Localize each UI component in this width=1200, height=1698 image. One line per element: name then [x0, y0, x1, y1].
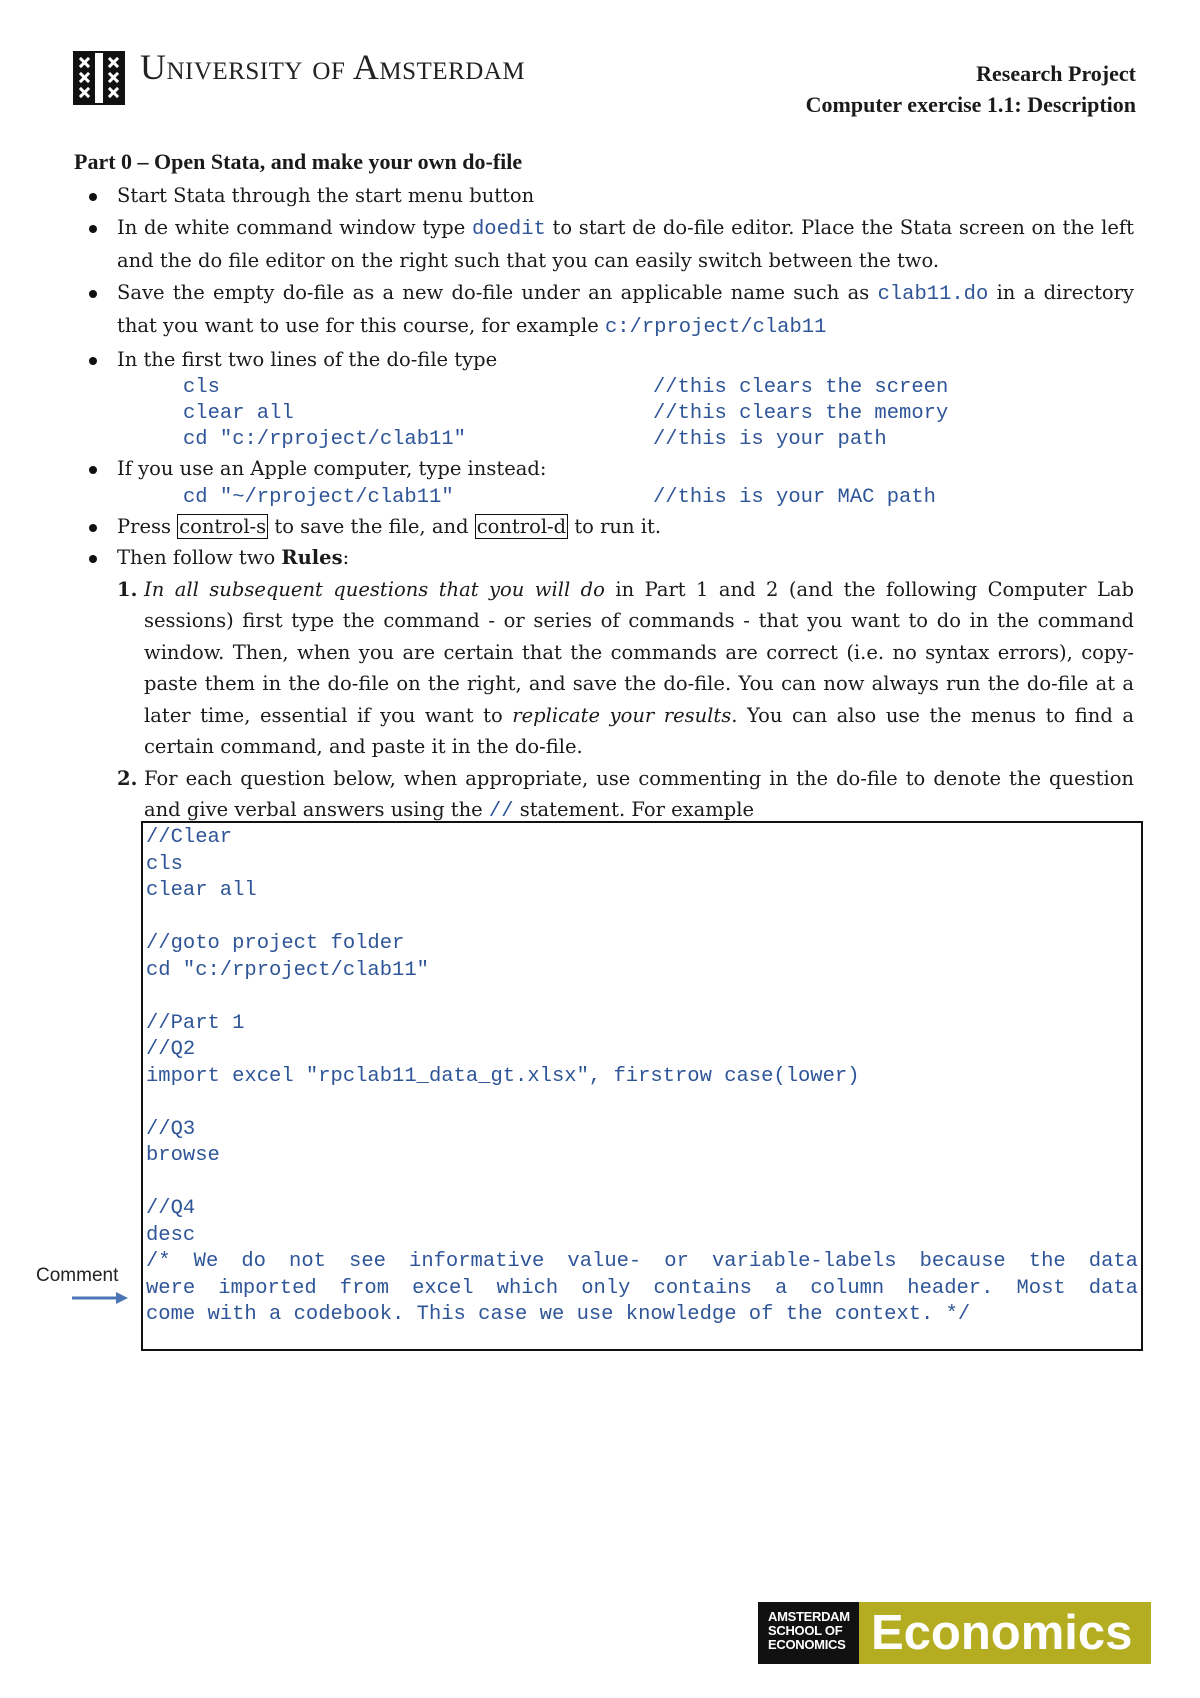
code-comment-line: /* We do not see informative value- or variable-labels because the data: [146, 1250, 1138, 1273]
document-title: [806, 58, 1136, 120]
part0-bullet-list: [74, 180, 1134, 828]
code-line: [146, 1090, 1138, 1117]
code-line: clear all: [146, 879, 257, 902]
bullet-rules: [74, 542, 1134, 828]
rules-list: [117, 574, 1134, 828]
bullet-text: :: [342, 546, 350, 569]
code-cmd: cls: [183, 376, 220, 399]
code-line: //Part 1: [146, 1011, 245, 1035]
aseo-economics-logo: [758, 1602, 1151, 1664]
bullet-text: In de white command window type: [117, 215, 472, 239]
bullet-start-stata: [74, 180, 1134, 212]
part0-heading: Part 0 – Open Stata, and make your own do-file: [74, 149, 523, 174]
code-line-apple: [117, 485, 1134, 511]
title-line-1: Research Project: [976, 61, 1136, 86]
inline-code-filename: clab11.do: [877, 282, 989, 306]
rule-number: 2.: [117, 766, 138, 790]
inline-code-path: c:/rproject/clab11: [604, 316, 827, 339]
code-line: desc: [146, 1223, 196, 1247]
uva-crest-icon: [73, 51, 125, 105]
rule-italic: replicate your results: [512, 703, 732, 727]
bullet-text: to run it.: [568, 514, 662, 538]
rules-label: Rules: [281, 546, 343, 569]
code-line: [146, 984, 1138, 1011]
bullet-text: In the first two lines of the do-file type: [117, 347, 498, 371]
bullet-text: If you use an Apple computer, type instead:: [117, 457, 547, 480]
code-line: browse: [146, 1144, 220, 1167]
comment-arrow-icon: [70, 1290, 130, 1310]
code-cmd: cd "c:/rproject/clab11": [183, 428, 466, 451]
code-line: cls: [146, 852, 183, 876]
code-comment-line: come with a codebook. This case we use knowledge of the context. */: [146, 1303, 971, 1326]
rule-text: statement. For example: [513, 798, 755, 821]
rule-text: . You can also use the menus to find a certain command, and paste it in the do-file.: [144, 703, 1134, 758]
code-line: [117, 401, 1134, 427]
aseo-line: AMSTERDAM: [768, 1609, 850, 1624]
inline-code-comment: //: [488, 800, 514, 823]
university-name: University of Amsterdam: [140, 47, 526, 87]
shortcut-run-key: control-d: [476, 514, 567, 538]
bullet-text: Save the empty do-file as a new do-file under an applicable name such as: [117, 280, 878, 304]
dofile-example-box: [141, 821, 1143, 1351]
code-cmd: clear all: [183, 402, 294, 425]
code-comment: //this clears the memory: [653, 402, 949, 425]
code-line: [117, 427, 1134, 453]
bullet-first-lines: [74, 344, 1134, 454]
code-line: [146, 1170, 1138, 1197]
rule-number: 1.: [117, 577, 138, 601]
code-cmd: cd "~/rproject/clab11": [183, 485, 454, 509]
bullet-text: Then follow two: [117, 546, 282, 569]
bullet-doedit: [74, 212, 1134, 277]
code-line: //Q4: [146, 1197, 196, 1220]
bullet-text: to start de do-file editor. Place the Stata screen on the left and the do file editor on the right such that you can easily switch between the two.: [117, 215, 1134, 272]
rule-1: [117, 574, 1134, 763]
code-line: import excel "rpclab11_data_gt.xlsx", firstrow case(lower): [146, 1064, 860, 1088]
code-line: //Clear: [146, 826, 233, 849]
code-comment: //this clears the screen: [653, 376, 949, 399]
bullet-text: Start Stata through the start menu button: [117, 184, 535, 207]
code-comment-line: were imported from excel which only contains a column header. Most data: [146, 1276, 1138, 1300]
code-line: cd "c:/rproject/clab11": [146, 958, 429, 982]
bullet-apple: [74, 453, 1134, 511]
code-comment: //this is your MAC path: [653, 485, 936, 509]
rule-text: in Part 1 and 2 (and the following Computer Lab sessions) first type the command - or series of commands - that you want to do in the command window. Then, when you are certain that the commands are correct (i.e. no syntax errors), copy-paste them in the do-file on the right, and save the do-file. You can now always run the do-file at a later time, essential if you want to: [144, 577, 1134, 727]
code-line: //goto project folder: [146, 932, 405, 955]
rule-text: For each question below, when appropriate, use commenting in the do-file to denote the question and give verbal answers using the: [144, 766, 1134, 821]
bullet-shortcuts: [74, 511, 1134, 543]
code-line: //Q3: [146, 1117, 196, 1141]
bullet-text: Press: [117, 514, 178, 538]
code-line: [117, 375, 1134, 401]
aseo-line: ECONOMICS: [768, 1637, 846, 1652]
rule-2: [117, 763, 1134, 828]
bullet-save-dofile: [74, 277, 1134, 344]
code-line: //Q2: [146, 1038, 196, 1061]
code-line: [146, 905, 1138, 932]
economics-wordmark: Economics: [859, 1602, 1151, 1664]
inline-code-doedit: doedit: [472, 217, 546, 241]
bullet-text: in a directory that you want to use for this course, for example: [117, 280, 1134, 337]
shortcut-save-key: control-s: [179, 514, 267, 538]
uva-logo: [73, 51, 125, 105]
aseo-badge: [758, 1602, 859, 1664]
bullet-text: to save the file, and: [268, 514, 475, 538]
code-comment: //this is your path: [653, 428, 887, 451]
rule-italic: In all subsequent questions that you will do: [144, 577, 605, 601]
aseo-line: SCHOOL OF: [768, 1623, 843, 1638]
title-line-2: Computer exercise 1.1: Description: [805, 92, 1136, 117]
comment-annotation-label: Comment: [36, 1265, 119, 1286]
